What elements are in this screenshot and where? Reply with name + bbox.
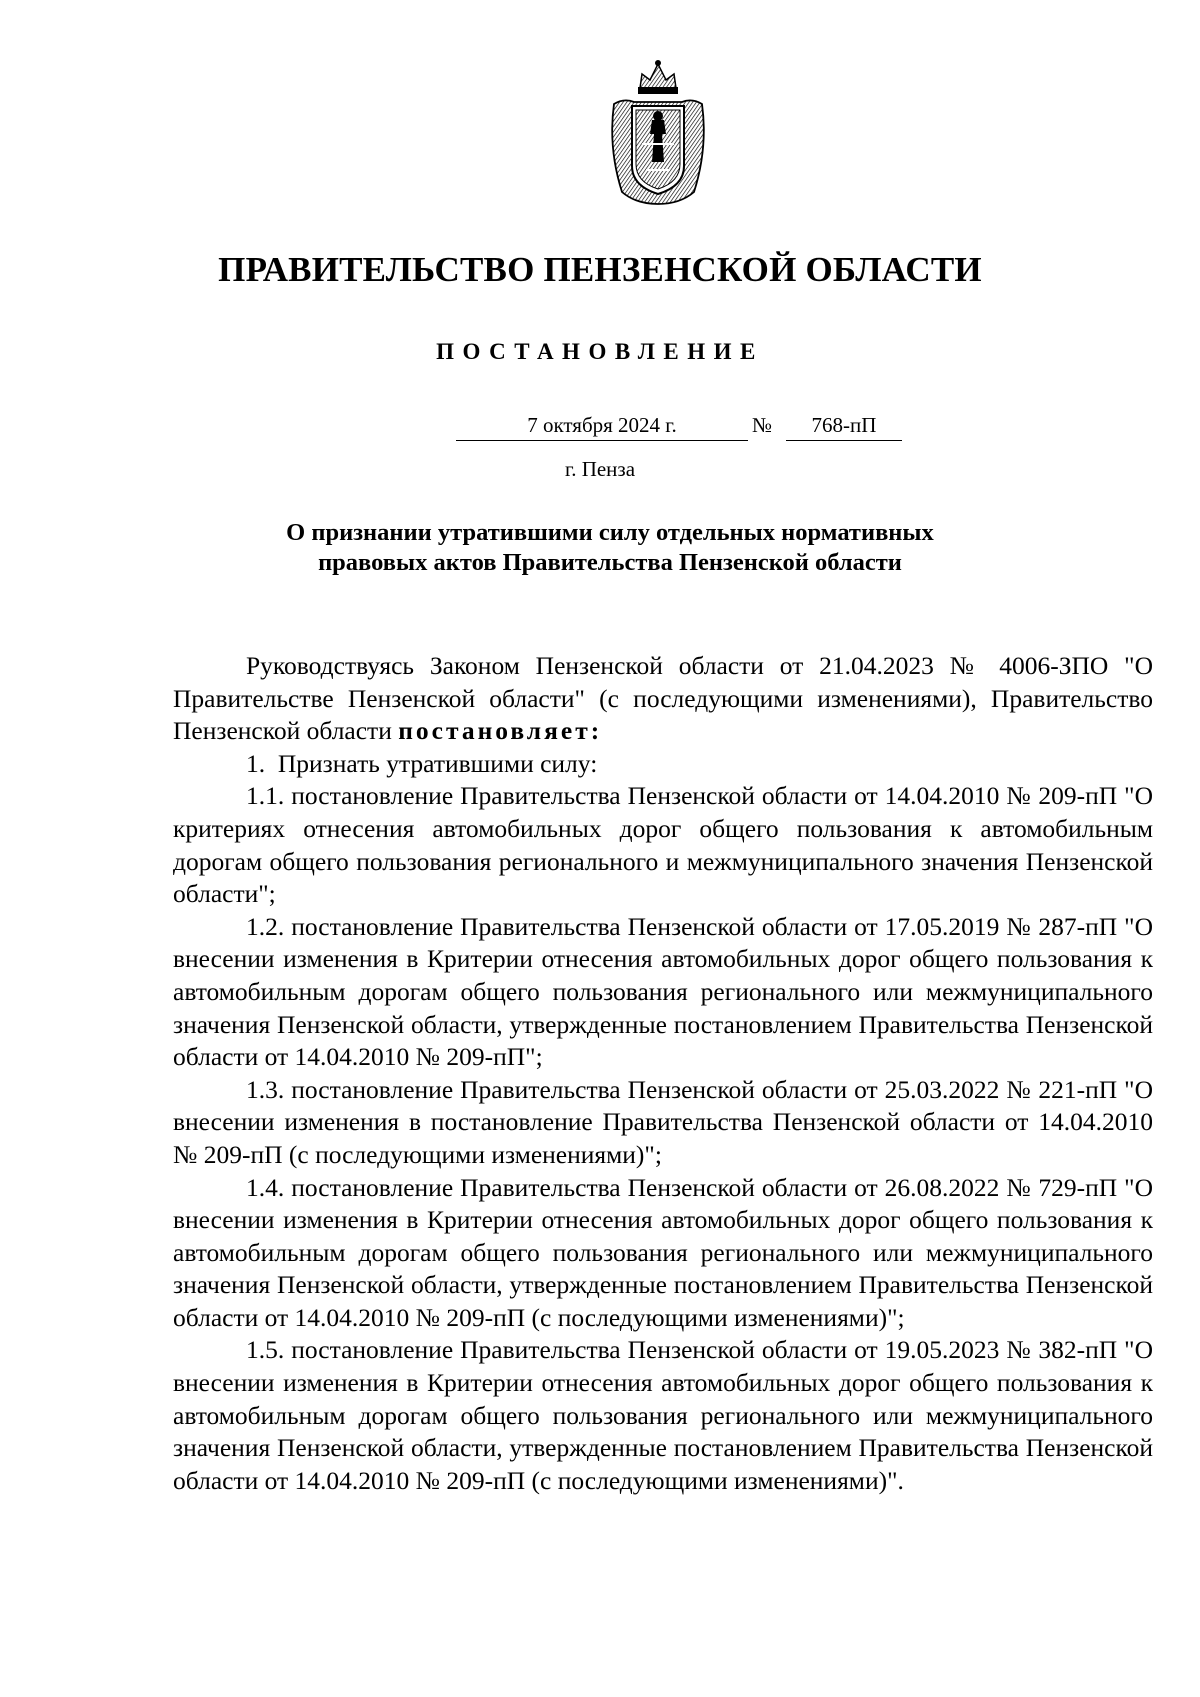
item-number: 1.4.: [246, 1172, 285, 1202]
subject-line: правовых актов Правительства Пензенской области: [318, 549, 902, 576]
item-number: 1.5.: [246, 1335, 285, 1365]
item-text: постановление Правительства Пензенской области от 19.05.2023 № 382-пП "О внесении изменения в Критерии отнесения автомобильных дорог общего пользования к автомобильным дорогам общего пользования регионального или межмуниципального значения Пензенской области, утвержденные постановлением Правительства Пензенской области от 14.04.2010 № 209-пП (с последующими изменениями)".: [173, 1335, 1153, 1495]
subject-line: О признании утратившими силу отдельных нормативных: [286, 519, 934, 546]
preamble-text: Руководствуясь Законом Пензенской области от 21.04.2023 № 4006-ЗПО "О Правительстве Пензенской области" (с последующими изменениями), Правительство Пензенской области: [173, 651, 1153, 746]
city-name: г. Пенза: [564, 457, 636, 481]
government-name-heading: ПРАВИТЕЛЬСТВО ПЕНЗЕНСКОЙ ОБЛАСТИ: [218, 250, 982, 289]
date-number-row: [0, 412, 1200, 444]
list-item: [173, 1172, 1153, 1335]
item-number: 1.1.: [246, 781, 285, 811]
item-text: постановление Правительства Пензенской области от 17.05.2019 № 287-пП "О внесении изменения в Критерии отнесения автомобильных дорог общего пользования к автомобильным дорогам общего пользования регионального или межмуниципального значения Пензенской области, утвержденные постановлением Правительства Пензенской области от 14.04.2010 № 209-пП";: [173, 911, 1153, 1072]
number-sign: №: [752, 413, 773, 437]
document-body: [173, 650, 1153, 1497]
preamble-paragraph: [173, 650, 1153, 748]
item-text: постановление Правительства Пензенской области от 14.04.2010 № 209-пП "О критериях отнесения автомобильных дорог общего пользования к автомобильным дорогам общего пользования регионального и межмуниципального значения Пензенской области";: [173, 781, 1153, 909]
list-item: [173, 911, 1153, 1074]
resolves-word: постановляет:: [398, 716, 603, 746]
item-number: 1.: [246, 748, 266, 778]
document-date: 7 октября 2024 г.: [456, 412, 748, 441]
document-type-heading: ПОСТАНОВЛЕНИЕ: [436, 339, 764, 364]
coat-of-arms-emblem: [606, 58, 710, 208]
document-number: 768-пП: [786, 412, 902, 441]
item-number: 1.2.: [246, 911, 285, 941]
item-text: Признать утратившими силу:: [277, 748, 598, 778]
list-item: [173, 1334, 1153, 1497]
item-text: постановление Правительства Пензенской области от 26.08.2022 № 729-пП "О внесении изменения в Критерии отнесения автомобильных дорог общего пользования к автомобильным дорогам общего пользования регионального или межмуниципального значения Пензенской области, утвержденные постановлением Правительства Пензенской области от 14.04.2010 № 209-пП (с последующими изменениями)";: [173, 1172, 1153, 1332]
item-number: 1.3.: [246, 1074, 285, 1104]
document-subject-title: [230, 518, 990, 578]
list-item: [173, 748, 1153, 781]
list-item: [173, 780, 1153, 910]
list-item: [173, 1074, 1153, 1172]
item-text: постановление Правительства Пензенской области от 25.03.2022 № 221-пП "О внесении изменения в постановление Правительства Пензенской области от 14.04.2010 № 209-пП (с последующими изменениями)";: [173, 1074, 1153, 1169]
